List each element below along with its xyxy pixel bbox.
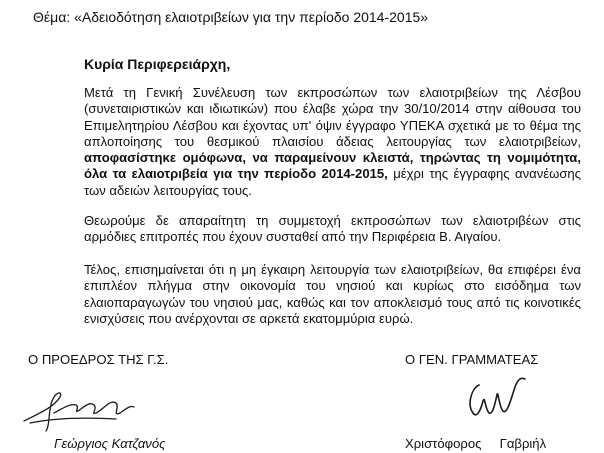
paragraph-decision <box>84 85 581 199</box>
general-secretary-signature <box>465 375 535 425</box>
decision-statement: αποφασίστηκε ομόφωνα, να παραμείνουν κλειστά, τηρώντας τη νομιμότητα, όλα τα ελαιοτριβεία για την περίοδο 2014-2015, <box>84 150 581 182</box>
paragraph-committees: Θεωρούμε δε απαραίτητη τη συμμετοχή εκπροσώπων των ελαιοτριβέων στις αρμόδιες επιτροπές που έχουν συσταθεί από την Περιφέρεια Β. Αιγαίου. <box>84 213 581 245</box>
president-title: Ο ΠΡΟΕΔΡΟΣ ΤΗΣ Γ.Σ. <box>28 352 169 367</box>
general-secretary-name: Χριστόφορος Γαβριήλ <box>405 436 547 451</box>
general-secretary-title: Ο ΓΕΝ. ΓΡΑΜΜΑΤΕΑΣ <box>405 352 539 367</box>
paragraph-outro: μέχρι της έγγραφης ανανέωσης των αδειών λειτουργίας τους. <box>84 166 581 198</box>
paragraph-intro: Μετά τη Γενική Συνέλευση των εκπροσώπων των ελαιοτριβείων της Λέσβου (συνεταιριστικών και ιδιωτικών) που έλαβε χώρα την 30/10/2014 στην αίθουσα του Επιμελητηρίου Λέσβου και έχοντας υπ' όψιν έγγραφο ΥΠΕΚΑ σχετικά με το θέμα της απλοποίησης του θεσμικού πλαισίου άδειας λειτουργίας των ελαιοτριβείων, <box>84 85 581 149</box>
paragraph-economic-impact: Τέλος, επισημαίνεται ότι η μη έγκαιρη λειτουργία των ελαιοτριβείων, θα επιφέρει ένα επιπλέον πλήγμα στην οικονομία του νησιού και κυρίως στο εισόδημα των ελαιοπαραγωγών του νησιού μας, καθώς και τον αποκλεισμό τους από τις κοινοτικές ενισχύσεις που ανέρχονται σε αρκετά εκατομμύρια ευρώ. <box>84 262 581 326</box>
president-signature <box>20 383 140 435</box>
president-name: Γεώργιος Κατζανός <box>54 436 166 451</box>
subject-line: Θέμα: «Αδειοδότηση ελαιοτριβείων για την περίοδο 2014-2015» <box>33 9 429 25</box>
salutation: Κυρία Περιφερειάρχη, <box>84 56 231 72</box>
